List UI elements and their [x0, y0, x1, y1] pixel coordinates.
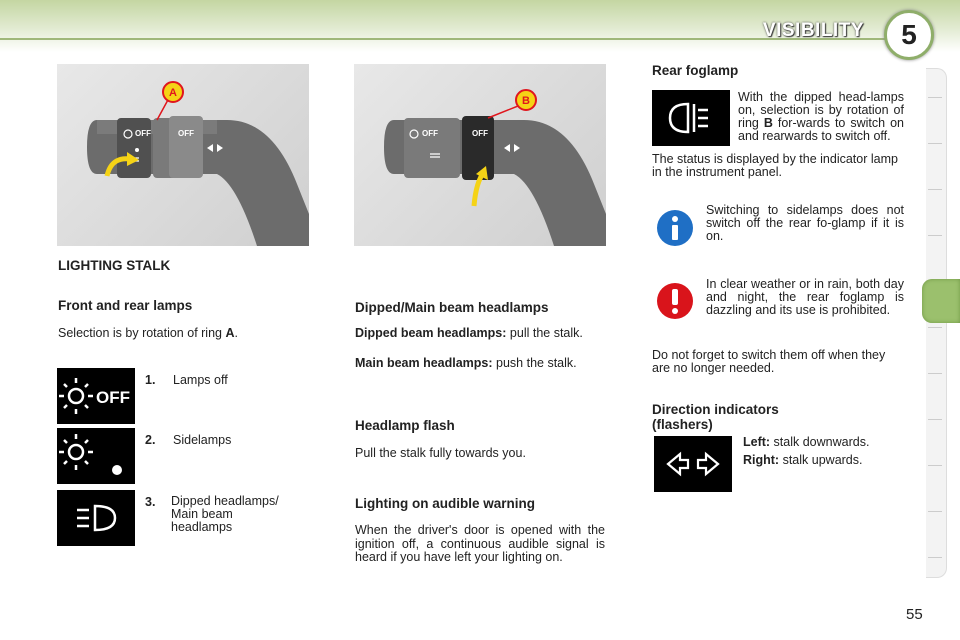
rear-foglamp-icon: [652, 90, 730, 146]
info-icon: [656, 209, 694, 247]
direction-indicators-heading: Direction indicators (flashers): [652, 402, 779, 432]
dipped-main-heading: Dipped/Main beam headlamps: [355, 300, 549, 315]
headlamp-flash-heading: Headlamp flash: [355, 418, 455, 433]
stalk-off-label-3: OFF: [422, 129, 438, 138]
stalk-photo-ring-b: [354, 64, 606, 246]
left-indicator-text: Left: stalk downwards.: [743, 435, 870, 449]
item-3-label: Dipped headlamps/ Main beam headlamps: [171, 494, 279, 534]
chapter-title: VISIBILITY: [762, 20, 864, 41]
chapter-number-badge: [884, 10, 934, 60]
main-beam-text: Main beam headlamps: push the stalk.: [355, 356, 577, 370]
item-1-label: Lamps off: [173, 373, 228, 387]
warning-icon: [656, 282, 694, 320]
reminder-text: Do not forget to switch them off when they are no longer needed.: [652, 348, 886, 375]
info-note-text: Switching to sidelamps does not switch off the rear fo-glamp if it is on.: [706, 203, 904, 243]
page-number: 55: [906, 606, 923, 623]
chapter-tabs[interactable]: [926, 68, 947, 578]
stalk-off-label-2: OFF: [178, 129, 194, 138]
ring-b-label: B: [522, 95, 530, 107]
front-rear-heading: Front and rear lamps: [58, 298, 193, 313]
headlamp-flash-text: Pull the stalk fully towards you.: [355, 446, 526, 460]
lighting-stalk-title: LIGHTING STALK: [58, 258, 171, 273]
stalk-off-label-4: OFF: [472, 129, 488, 138]
item-2-label: Sidelamps: [173, 433, 232, 447]
direction-indicators-icon: [654, 436, 732, 492]
sidelamps-icon: [57, 428, 135, 484]
audible-warning-text: When the driver's door is opened with the ignition off, a continuous audible signal is heard if you have left your lighting on.: [355, 523, 605, 564]
item-3-number: 3.: [145, 495, 156, 509]
stalk-photo-ring-a: [57, 64, 309, 246]
item-1-number: 1.: [145, 373, 156, 387]
audible-warning-heading: Lighting on audible warning: [355, 496, 535, 511]
warning-note-text: In clear weather or in rain, both day and night, the rear foglamp is dazzling and its use is prohibited.: [706, 277, 904, 317]
rear-foglamp-status-text: The status is displayed by the indicator lamp in the instrument panel.: [652, 152, 898, 179]
lamps-off-icon: [57, 368, 135, 424]
dipped-beam-text: Dipped beam headlamps: pull the stalk.: [355, 326, 583, 340]
ring-a-label: A: [169, 87, 177, 99]
item-2-number: 2.: [145, 433, 156, 447]
chapter-number: 5: [901, 19, 917, 50]
stalk-off-label: OFF: [135, 129, 151, 138]
active-chapter-tab[interactable]: [922, 279, 960, 323]
front-rear-text: Selection is by rotation of ring A.: [58, 326, 238, 340]
lamps-off-icon-text: OFF: [96, 388, 130, 407]
rear-foglamp-heading: Rear foglamp: [652, 63, 739, 78]
right-indicator-text: Right: stalk upwards.: [743, 453, 863, 467]
headlamps-icon: [57, 490, 135, 546]
rear-foglamp-text: With the dipped head-lamps on, selection is by rotation of ring B for-wards to switch on and rearwards to switch off.: [738, 90, 904, 143]
